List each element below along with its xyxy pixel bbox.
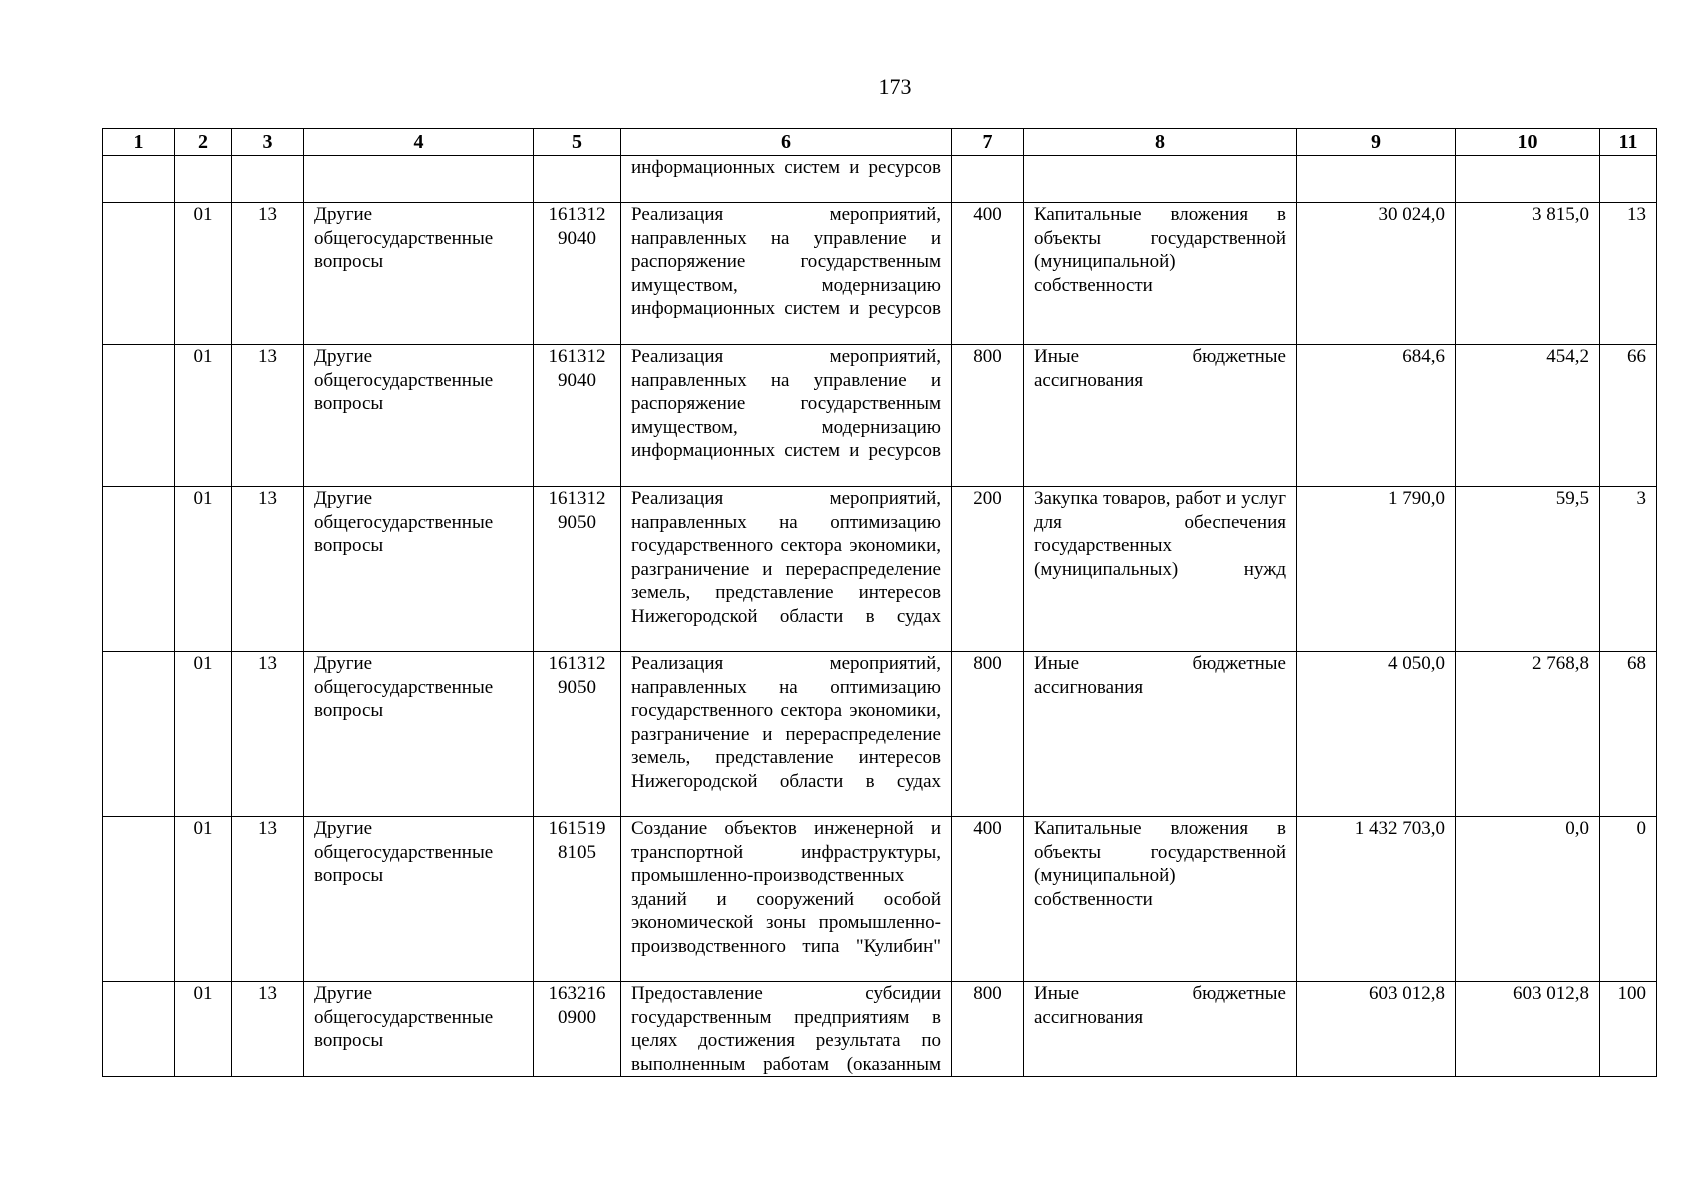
subsection-name: Другие общегосударственные вопросы	[304, 345, 534, 487]
table-row	[103, 487, 1657, 652]
cell-col1	[103, 817, 175, 982]
section-code: 01	[175, 203, 232, 345]
expense-type-name: Иные бюджетные ассигнования	[1024, 982, 1297, 1077]
percent-executed: 0	[1600, 817, 1657, 982]
amount-planned: 30 024,0	[1297, 203, 1456, 345]
subsection-name: Другие общегосударственные вопросы	[304, 487, 534, 652]
cell-col1	[103, 487, 175, 652]
expense-type-code: 400	[952, 817, 1024, 982]
subsection-code: 13	[232, 982, 304, 1077]
expense-description: Реализация мероприятий, направленных на управление и распоряжение государственным имуществом, модернизацию информационных систем и ресурсов	[621, 345, 952, 487]
subsection-code: 13	[232, 817, 304, 982]
column-header: 8	[1024, 129, 1297, 156]
section-code: 01	[175, 982, 232, 1077]
expense-type-code: 400	[952, 203, 1024, 345]
table-row	[103, 652, 1657, 817]
amount-planned: 684,6	[1297, 345, 1456, 487]
subsection-code: 13	[232, 487, 304, 652]
expense-description: Реализация мероприятий, направленных на оптимизацию государственного сектора экономики, разграничение и перераспределение земель, представление интересов Нижегородской области в судах	[621, 652, 952, 817]
column-header: 2	[175, 129, 232, 156]
subsection-code: 13	[232, 345, 304, 487]
cell-col1	[103, 652, 175, 817]
subsection-name: Другие общегосударственные вопросы	[304, 817, 534, 982]
subsection-code: 13	[232, 203, 304, 345]
column-header: 1	[103, 129, 175, 156]
cell-col1	[103, 982, 175, 1077]
target-article-code: 161312 9040	[534, 203, 621, 345]
section-code: 01	[175, 345, 232, 487]
expense-type-name: Капитальные вложения в объекты государственной (муниципальной) собственности	[1024, 203, 1297, 345]
amount-executed: 59,5	[1456, 487, 1600, 652]
section-code: 01	[175, 652, 232, 817]
target-article-code: 161312 9050	[534, 487, 621, 652]
expense-description: Реализация мероприятий, направленных на оптимизацию государственного сектора экономики, разграничение и перераспределение земель, представление интересов Нижегородской области в судах	[621, 487, 952, 652]
amount-executed: 2 768,8	[1456, 652, 1600, 817]
header-row	[103, 129, 1657, 156]
column-header: 6	[621, 129, 952, 156]
percent-executed: 13	[1600, 203, 1657, 345]
expense-description: Реализация мероприятий, направленных на управление и распоряжение государственным имуществом, модернизацию информационных систем и ресурсов	[621, 203, 952, 345]
percent-executed: 100	[1600, 982, 1657, 1077]
subsection-code: 13	[232, 652, 304, 817]
section-code: 01	[175, 487, 232, 652]
column-header: 3	[232, 129, 304, 156]
target-article-code: 161519 8105	[534, 817, 621, 982]
table-row	[103, 203, 1657, 345]
section-code: 01	[175, 817, 232, 982]
subsection-name: Другие общегосударственные вопросы	[304, 652, 534, 817]
percent-executed: 66	[1600, 345, 1657, 487]
percent-executed: 3	[1600, 487, 1657, 652]
amount-planned: 4 050,0	[1297, 652, 1456, 817]
column-header: 4	[304, 129, 534, 156]
amount-executed: 603 012,8	[1456, 982, 1600, 1077]
budget-table	[102, 128, 1657, 1077]
expense-type-name: Закупка товаров, работ и услуг для обеспечения государственных (муниципальных) нужд	[1024, 487, 1297, 652]
page-number: 173	[878, 74, 912, 99]
target-article-code: 161312 9050	[534, 652, 621, 817]
table-row	[103, 817, 1657, 982]
amount-executed: 454,2	[1456, 345, 1600, 487]
amount-executed: 0,0	[1456, 817, 1600, 982]
expense-type-name: Капитальные вложения в объекты государственной (муниципальной) собственности	[1024, 817, 1297, 982]
column-header: 11	[1600, 129, 1657, 156]
expense-description: Предоставление субсидии государственным предприятиям в целях достижения результата по выполненным работам (оказанным	[621, 982, 952, 1077]
expense-type-code: 800	[952, 652, 1024, 817]
amount-executed: 3 815,0	[1456, 203, 1600, 345]
expense-type-code: 800	[952, 345, 1024, 487]
expense-type-code: 800	[952, 982, 1024, 1077]
target-article-code: 163216 0900	[534, 982, 621, 1077]
percent-executed: 68	[1600, 652, 1657, 817]
subsection-name: Другие общегосударственные вопросы	[304, 982, 534, 1077]
target-article-code: 161312 9040	[534, 345, 621, 487]
subsection-name: Другие общегосударственные вопросы	[304, 203, 534, 345]
expense-description: информационных систем и ресурсов	[621, 156, 952, 203]
column-header: 7	[952, 129, 1024, 156]
continuation-row	[103, 156, 1657, 203]
column-header: 9	[1297, 129, 1456, 156]
table-row	[103, 982, 1657, 1077]
column-header: 10	[1456, 129, 1600, 156]
cell-col1	[103, 345, 175, 487]
amount-planned: 1 790,0	[1297, 487, 1456, 652]
amount-planned: 1 432 703,0	[1297, 817, 1456, 982]
expense-type-name: Иные бюджетные ассигнования	[1024, 652, 1297, 817]
amount-planned: 603 012,8	[1297, 982, 1456, 1077]
table-row	[103, 345, 1657, 487]
expense-type-code: 200	[952, 487, 1024, 652]
column-header: 5	[534, 129, 621, 156]
expense-description: Создание объектов инженерной и транспортной инфраструктуры, промышленно-производственных зданий и сооружений особой экономической зоны промышленно-производственного типа "Кулибин"	[621, 817, 952, 982]
expense-type-name: Иные бюджетные ассигнования	[1024, 345, 1297, 487]
cell-col1	[103, 203, 175, 345]
